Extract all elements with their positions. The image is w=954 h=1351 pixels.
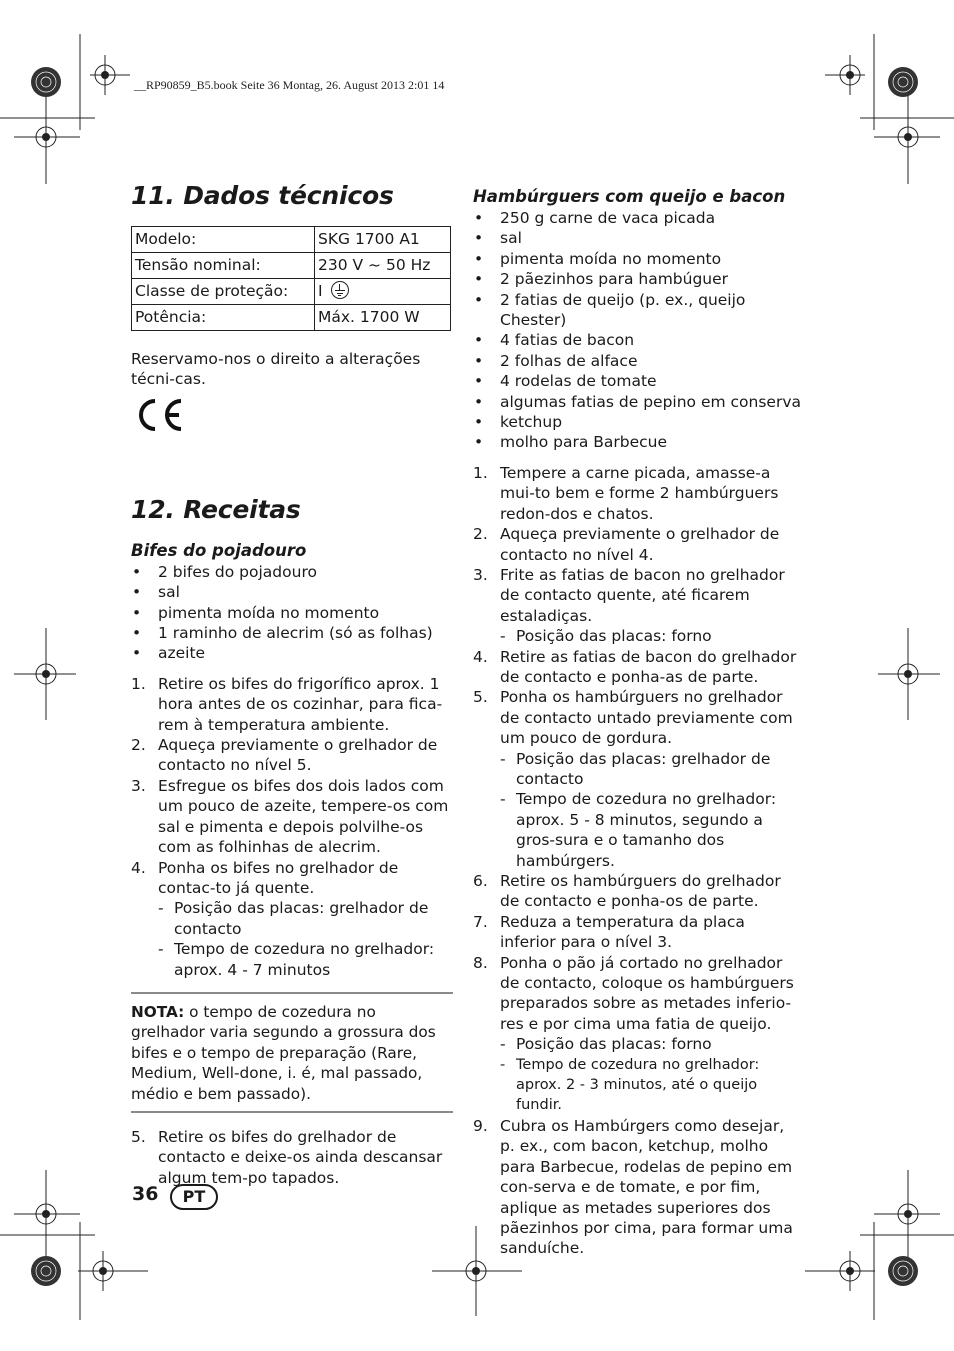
step-number: 4.	[473, 647, 488, 666]
list-item: • ketchup	[473, 412, 803, 432]
sub-item: - Tempo de cozedura no grelhador: aprox. 5 - 8 minutos, segundo a gros-sura e o tamanho dos hambúrgers.	[500, 789, 803, 871]
list-item	[473, 524, 803, 565]
step-text: Aqueça previamente o grelhador de contacto no nível 5.	[158, 736, 438, 775]
table-row	[132, 253, 451, 279]
step-text: Ponha o pão já cortado no grelhador de contacto, coloque os hambúrguers preparados sobre as metades inferio-res e por cima uma fatia de queijo.	[500, 953, 794, 1033]
list-item	[131, 1127, 453, 1188]
step-number: 4.	[131, 858, 146, 877]
step-number: 3.	[131, 776, 146, 795]
sub-item: - Tempo de cozedura no grelhador: aprox. 4 - 7 minutos	[158, 939, 453, 980]
list-item: • 1 raminho de alecrim (só as folhas)	[131, 623, 453, 643]
list-item: • 4 fatias de bacon	[473, 330, 803, 350]
list-item	[473, 687, 803, 871]
list-item	[473, 647, 803, 688]
step-sublist	[158, 898, 453, 980]
step-text: Ponha os hambúrguers no grelhador de contacto untado previamente com um pouco de gordura.	[500, 688, 793, 748]
recipe-title-burgers: Hambúrguers com queijo e bacon	[473, 187, 786, 206]
step-text: Retire os bifes do frigorífico aprox. 1 hora antes de os cozinhar, para fica-rem à temperatura ambiente.	[158, 674, 443, 734]
spec-key: Modelo:	[132, 227, 315, 253]
right-column	[473, 186, 803, 1259]
step-number: 3.	[473, 565, 488, 584]
step-number: 6.	[473, 872, 488, 890]
sub-item: - Posição das placas: grelhador de contacto	[500, 749, 803, 790]
step-number: 1.	[131, 674, 146, 693]
list-item	[131, 735, 453, 776]
step-text: Frite as fatias de bacon no grelhador de contacto quente, até ficarem estaladiças.	[500, 565, 785, 625]
list-item	[473, 953, 803, 1116]
protective-earth-icon	[331, 281, 349, 299]
page-number: 36	[132, 1183, 159, 1205]
step-text: Retire os bifes do grelhador de contacto e deixe-os ainda descansar algum tem-po tapados.	[158, 1127, 443, 1187]
step-text: Tempere a carne picada, amasse-a mui-to bem e forme 2 hambúrguers redon-dos e chatos.	[500, 463, 779, 523]
left-column	[131, 180, 453, 1188]
list-item: • 2 pãezinhos para hambúguer	[473, 269, 803, 289]
print-header-line: __RP90859_B5.book Seite 36 Montag, 26. August 2013 2:01 14	[134, 78, 445, 92]
step-number: 2.	[131, 736, 146, 755]
list-item: • pimenta moída no momento	[131, 603, 453, 623]
list-item: • molho para Barbecue	[473, 432, 803, 452]
list-item: • sal	[131, 582, 453, 602]
table-row	[132, 305, 451, 331]
spec-value: SKG 1700 A1	[315, 227, 451, 253]
recipe-title-steaks: Bifes do pojadouro	[131, 540, 307, 560]
step-number: 8.	[473, 953, 488, 972]
table-row	[132, 279, 451, 305]
spec-value: I	[318, 282, 323, 300]
step-sublist	[500, 749, 803, 871]
section-title-technical: 11. Dados técnicos	[131, 181, 394, 210]
list-item: • 4 rodelas de tomate	[473, 371, 803, 391]
step-number: 1.	[473, 463, 488, 482]
step-number: 7.	[473, 912, 488, 931]
list-item	[131, 776, 453, 858]
burger-steps	[473, 463, 803, 1259]
note-label: NOTA:	[131, 1002, 185, 1021]
burger-ingredient-list	[473, 208, 803, 453]
note-box	[131, 992, 453, 1113]
list-item	[473, 912, 803, 953]
spec-value: 230 V ~ 50 Hz	[315, 253, 451, 279]
step-text: Ponha os bifes no grelhador de contac-to já quente.	[158, 858, 399, 897]
step-text: Esfregue os bifes dos dois lados com um pouco de azeite, tempere-os com sal e pimenta e depois polvilhe-os com as folhinhas de alecrim.	[158, 776, 449, 857]
steak-step-5	[131, 1127, 453, 1188]
list-item	[473, 565, 803, 647]
step-text: Cubra os Hambúrgers como desejar, p. ex., com bacon, ketchup, molho para Barbecue, rodelas de pepino em con-serva e de tomate, e por fim, aplique as metades superiores dos pãezinhos por cima, para formar uma sanduíche.	[500, 1116, 793, 1258]
step-number: 5.	[131, 1127, 146, 1146]
sub-item: - Tempo de cozedura no grelhador: aprox. 2 - 3 minutos, até o queijo fundir.	[500, 1055, 803, 1116]
sub-item: - Posição das placas: grelhador de contacto	[158, 898, 453, 939]
step-text: Retire os hambúrguers do grelhador de contacto e ponha-os de parte.	[500, 872, 781, 911]
reserve-note: Reservamo-nos o direito a alterações técni-cas.	[131, 350, 421, 389]
list-item	[473, 1116, 803, 1259]
note-text: o tempo de cozedura no grelhador varia segundo a grossura dos bifes e o tempo de preparação (Rare, Medium, Well-done, i. é, mal passado, médio e bem passado).	[131, 1002, 436, 1103]
list-item	[131, 858, 453, 980]
step-sublist	[500, 626, 803, 646]
language-badge: PT	[170, 1184, 218, 1210]
list-item	[131, 674, 453, 735]
step-text: Retire as fatias de bacon do grelhador de contacto e ponha-as de parte.	[500, 647, 797, 686]
list-item: • 250 g carne de vaca picada	[473, 208, 803, 228]
spec-value: Máx. 1700 W	[315, 305, 451, 331]
svg-text:CE: CE	[135, 397, 137, 398]
list-item: • 2 folhas de alface	[473, 351, 803, 371]
sub-item: - Posição das placas: forno	[500, 626, 803, 646]
step-number: 2.	[473, 525, 488, 544]
spec-key: Potência:	[132, 305, 315, 331]
sub-item: - Posição das placas: forno	[500, 1034, 803, 1054]
list-item: • 2 bifes do pojadouro	[131, 562, 453, 582]
spec-key: Tensão nominal:	[132, 253, 315, 279]
steak-ingredient-list	[131, 562, 453, 664]
section-title-recipes: 12. Receitas	[131, 494, 301, 524]
step-text: Reduza a temperatura da placa inferior para o nível 3.	[500, 912, 745, 952]
technical-spec-table	[131, 226, 451, 331]
list-item: • algumas fatias de pepino em conserva	[473, 392, 803, 412]
step-number: 9.	[473, 1116, 488, 1135]
list-item: • azeite	[131, 643, 453, 663]
list-item	[473, 463, 803, 524]
list-item: • sal	[473, 228, 803, 248]
list-item: • pimenta moída no momento	[473, 249, 803, 269]
list-item: • 2 fatias de queijo (p. ex., queijo Chester)	[473, 290, 803, 331]
steak-steps	[131, 674, 453, 980]
step-sublist	[500, 1034, 803, 1116]
step-text: Aqueça previamente o grelhador de contacto no nível 4.	[500, 525, 780, 564]
spec-key: Classe de proteção:	[132, 279, 315, 305]
table-row	[132, 227, 451, 253]
spec-value-cell	[315, 279, 451, 305]
step-number: 5.	[473, 688, 488, 707]
ce-mark-icon	[135, 397, 185, 433]
list-item	[473, 871, 803, 912]
